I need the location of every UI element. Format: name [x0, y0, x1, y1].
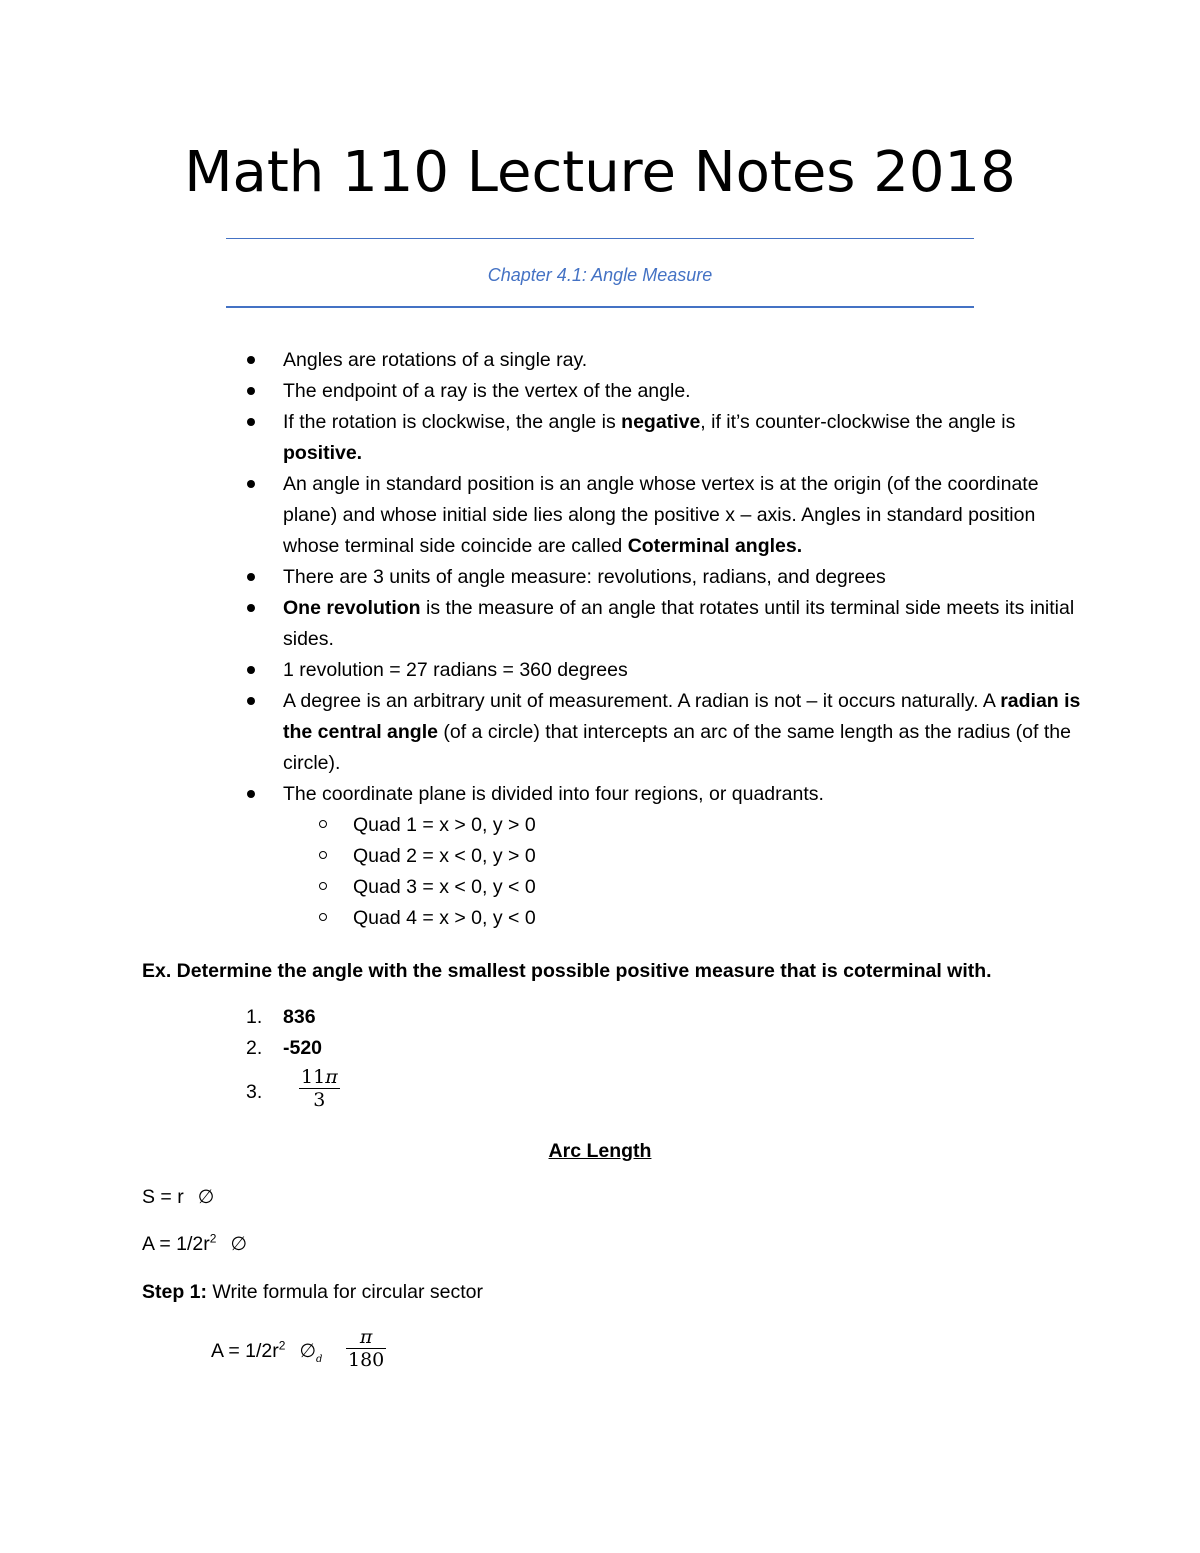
- bullet-item: [0, 779, 1083, 934]
- fraction-eleven-pi-over-three: [299, 1066, 340, 1111]
- bullet-dot-icon: [247, 356, 255, 364]
- example-prompt: Ex. Determine the angle with the smallest possible positive measure that is coterminal with.: [142, 960, 992, 982]
- title-divider-top: [226, 238, 974, 239]
- bullet-text: A degree is an arbitrary unit of measurement. A radian is not – it occurs naturally. A: [283, 690, 1001, 712]
- bullet-text: An angle in standard position is an angle whose vertex is at the origin (of the coordinate plane) and whose initial side lies along the positive x – axis. Angles in standard position whose terminal side coincide are called: [283, 473, 1039, 557]
- bold-term-revolution: One revolution: [283, 597, 421, 619]
- bold-term-positive: positive.: [283, 442, 363, 464]
- item-value: 836: [283, 1006, 316, 1028]
- section-heading-arc-length: Arc Length: [548, 1140, 652, 1162]
- chapter-subtitle: Chapter 4.1: Angle Measure: [487, 265, 713, 285]
- notes-bullet-list: [0, 345, 1200, 934]
- quadrant-text: Quad 4 = x > 0, y < 0: [353, 907, 536, 929]
- bullet-text: 1 revolution = 27 radians = 360 degrees: [283, 659, 628, 681]
- bullet-item: [0, 407, 1083, 469]
- example-numbered-list: [0, 1002, 1200, 1064]
- step-text: Write formula for circular sector: [207, 1281, 483, 1303]
- bullet-dot-icon: [247, 666, 255, 674]
- bullet-item: [0, 469, 1083, 562]
- exponent: 2: [278, 1338, 286, 1353]
- bullet-item: [0, 593, 1083, 655]
- quadrant-sublist: [283, 810, 1083, 934]
- quadrant-text: Quad 1 = x > 0, y > 0: [353, 814, 536, 836]
- exponent: 2: [209, 1231, 217, 1246]
- hollow-bullet-icon: [319, 851, 327, 859]
- bullet-text: Angles are rotations of a single ray.: [283, 349, 588, 371]
- subscript-d: d: [316, 1354, 323, 1365]
- fraction-numerator: π: [346, 1326, 386, 1349]
- bold-term-coterminal: Coterminal angles.: [627, 535, 803, 557]
- hollow-bullet-icon: [319, 882, 327, 890]
- bullet-text: The coordinate plane is divided into four regions, or quadrants.: [283, 783, 824, 805]
- formula-arc-length: [142, 1182, 214, 1213]
- bullet-dot-icon: [247, 573, 255, 581]
- bold-term-radian: radian is the central angle: [283, 690, 1081, 743]
- formula-text: A = 1/2r: [211, 1340, 279, 1362]
- empty-set-symbol: ∅: [299, 1340, 317, 1362]
- title-divider-bottom: [226, 306, 974, 308]
- bullet-text: is the measure of an angle that rotates until its terminal side meets its initial sides.: [283, 597, 1075, 650]
- fraction-pi-over-180: [346, 1326, 386, 1371]
- fraction-denominator: 3: [313, 1089, 326, 1111]
- bullet-text: There are 3 units of angle measure: revolutions, radians, and degrees: [283, 566, 886, 588]
- bullet-dot-icon: [247, 604, 255, 612]
- quadrant-item: [283, 841, 1083, 872]
- bullet-text: , if it’s counter-clockwise the angle is: [700, 411, 1016, 433]
- quadrant-item: [283, 903, 1083, 934]
- bullet-dot-icon: [247, 697, 255, 705]
- quadrant-item: [283, 810, 1083, 841]
- hollow-bullet-icon: [319, 820, 327, 828]
- bullet-dot-icon: [247, 480, 255, 488]
- formula-text: A = 1/2r: [142, 1233, 210, 1255]
- bullet-dot-icon: [247, 790, 255, 798]
- bullet-item: [0, 686, 1083, 779]
- bullet-dot-icon: [247, 387, 255, 395]
- formula-sector-degrees: [211, 1336, 322, 1370]
- formula-sector-area: [142, 1229, 247, 1260]
- item-value: -520: [283, 1037, 323, 1059]
- quadrant-text: Quad 2 = x < 0, y > 0: [353, 845, 536, 867]
- bold-term-negative: negative: [621, 411, 701, 433]
- example-item: [0, 1033, 1200, 1064]
- formula-text: S = r: [142, 1186, 184, 1208]
- step-label: Step 1:: [142, 1281, 208, 1303]
- pi-symbol: π: [325, 1066, 338, 1088]
- bullet-dot-icon: [247, 418, 255, 426]
- bullet-item: [0, 345, 1083, 376]
- bullet-text: If the rotation is clockwise, the angle is: [283, 411, 622, 433]
- bullet-text: The endpoint of a ray is the vertex of the angle.: [283, 380, 691, 402]
- bullet-item: [0, 655, 1083, 686]
- hollow-bullet-icon: [319, 913, 327, 921]
- document-title: Math 110 Lecture Notes 2018: [184, 140, 1016, 205]
- quadrant-text: Quad 3 = x < 0, y < 0: [353, 876, 536, 898]
- empty-set-symbol: ∅: [230, 1233, 248, 1255]
- quadrant-item: [283, 872, 1083, 903]
- empty-set-symbol: ∅: [197, 1186, 215, 1208]
- example-item: [0, 1002, 1200, 1033]
- item-number: 2.: [246, 1037, 263, 1059]
- item-number: 3.: [246, 1081, 263, 1103]
- item-number: 1.: [246, 1006, 263, 1028]
- bullet-text: (of a circle) that intercepts an arc of the same length as the radius (of the circle).: [283, 721, 1071, 774]
- step-1: [142, 1277, 483, 1308]
- fraction-denominator: 180: [348, 1349, 385, 1371]
- numerator-number: 11: [301, 1066, 326, 1088]
- bullet-item: [0, 562, 1083, 593]
- bullet-item: [0, 376, 1083, 407]
- fraction-numerator: [299, 1066, 340, 1089]
